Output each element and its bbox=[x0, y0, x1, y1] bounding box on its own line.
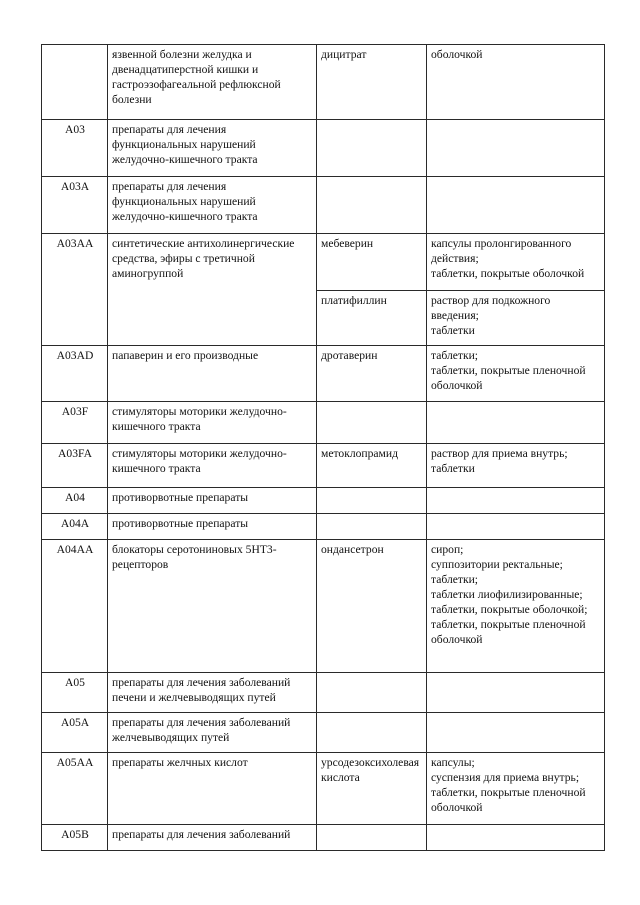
dosage-form bbox=[427, 120, 605, 177]
medicines-table bbox=[41, 44, 605, 851]
dosage-form: капсулы пролонгированного действия; таблетки, покрытые оболочкой bbox=[427, 234, 605, 291]
atc-code: A03FA bbox=[42, 444, 108, 488]
table-row bbox=[42, 444, 605, 488]
pharmacological-group: противорвотные препараты bbox=[108, 514, 317, 540]
drug-name bbox=[317, 177, 427, 234]
table-row bbox=[42, 234, 605, 291]
dosage-form bbox=[427, 488, 605, 514]
pharmacological-group: стимуляторы моторики желудочно-кишечного тракта bbox=[108, 402, 317, 444]
dosage-form: таблетки; таблетки, покрытые пленочной оболочкой bbox=[427, 346, 605, 402]
drug-name: метоклопрамид bbox=[317, 444, 427, 488]
pharmacological-group: препараты для лечения заболеваний печени и желчевыводящих путей bbox=[108, 673, 317, 713]
pharmacological-group: синтетические антихолинергические средства, эфиры с третичной аминогруппой bbox=[108, 234, 317, 346]
table-row bbox=[42, 346, 605, 402]
pharmacological-group: препараты для лечения заболеваний желчевыводящих путей bbox=[108, 713, 317, 753]
atc-code: A04A bbox=[42, 514, 108, 540]
dosage-form bbox=[427, 713, 605, 753]
atc-code: A03A bbox=[42, 177, 108, 234]
dosage-form bbox=[427, 402, 605, 444]
pharmacological-group: язвенной болезни желудка и двенадцатиперстной кишки и гастроэзофагеальной рефлюксной болезни bbox=[108, 45, 317, 120]
table-row bbox=[42, 673, 605, 713]
atc-code: A03AA bbox=[42, 234, 108, 346]
dosage-form bbox=[427, 177, 605, 234]
table-row bbox=[42, 177, 605, 234]
atc-code: A05A bbox=[42, 713, 108, 753]
table-row bbox=[42, 488, 605, 514]
atc-code: A04 bbox=[42, 488, 108, 514]
atc-code: A04AA bbox=[42, 540, 108, 673]
pharmacological-group: блокаторы серотониновых 5HT3-рецепторов bbox=[108, 540, 317, 673]
table-row bbox=[42, 402, 605, 444]
dosage-form: оболочкой bbox=[427, 45, 605, 120]
atc-code: A05 bbox=[42, 673, 108, 713]
drug-name bbox=[317, 402, 427, 444]
dosage-form: капсулы; суспензия для приема внутрь; таблетки, покрытые пленочной оболочкой bbox=[427, 753, 605, 825]
pharmacological-group: препараты для лечения функциональных нарушений желудочно-кишечного тракта bbox=[108, 120, 317, 177]
drug-name: дротаверин bbox=[317, 346, 427, 402]
dosage-form bbox=[427, 514, 605, 540]
table-row bbox=[42, 120, 605, 177]
pharmacological-group: препараты желчных кислот bbox=[108, 753, 317, 825]
atc-code: A05AA bbox=[42, 753, 108, 825]
atc-code: A03AD bbox=[42, 346, 108, 402]
atc-code: A03F bbox=[42, 402, 108, 444]
atc-code bbox=[42, 45, 108, 120]
drug-name bbox=[317, 488, 427, 514]
table-row bbox=[42, 540, 605, 673]
table-row bbox=[42, 713, 605, 753]
drug-name bbox=[317, 673, 427, 713]
dosage-form: сироп; суппозитории ректальные; таблетки; таблетки лиофилизированные; таблетки, покрытые оболочкой; таблетки, покрытые пленочной оболочкой bbox=[427, 540, 605, 673]
dosage-form bbox=[427, 673, 605, 713]
drug-name bbox=[317, 825, 427, 851]
atc-code: A03 bbox=[42, 120, 108, 177]
table-row bbox=[42, 514, 605, 540]
table-row bbox=[42, 45, 605, 120]
table-row bbox=[42, 753, 605, 825]
drug-name: ондансетрон bbox=[317, 540, 427, 673]
pharmacological-group: препараты для лечения функциональных нарушений желудочно-кишечного тракта bbox=[108, 177, 317, 234]
drug-name: мебеверин bbox=[317, 234, 427, 291]
pharmacological-group: противорвотные препараты bbox=[108, 488, 317, 514]
pharmacological-group: препараты для лечения заболеваний bbox=[108, 825, 317, 851]
drug-name bbox=[317, 514, 427, 540]
atc-code: A05B bbox=[42, 825, 108, 851]
dosage-form: раствор для приема внутрь; таблетки bbox=[427, 444, 605, 488]
drug-name: урсодезоксихолевая кислота bbox=[317, 753, 427, 825]
pharmacological-group: папаверин и его производные bbox=[108, 346, 317, 402]
drug-name bbox=[317, 120, 427, 177]
drug-name bbox=[317, 713, 427, 753]
table-row bbox=[42, 825, 605, 851]
dosage-form bbox=[427, 825, 605, 851]
dosage-form: раствор для подкожного введения; таблетки bbox=[427, 291, 605, 346]
pharmacological-group: стимуляторы моторики желудочно-кишечного тракта bbox=[108, 444, 317, 488]
drug-name: платифиллин bbox=[317, 291, 427, 346]
drug-name: дицитрат bbox=[317, 45, 427, 120]
